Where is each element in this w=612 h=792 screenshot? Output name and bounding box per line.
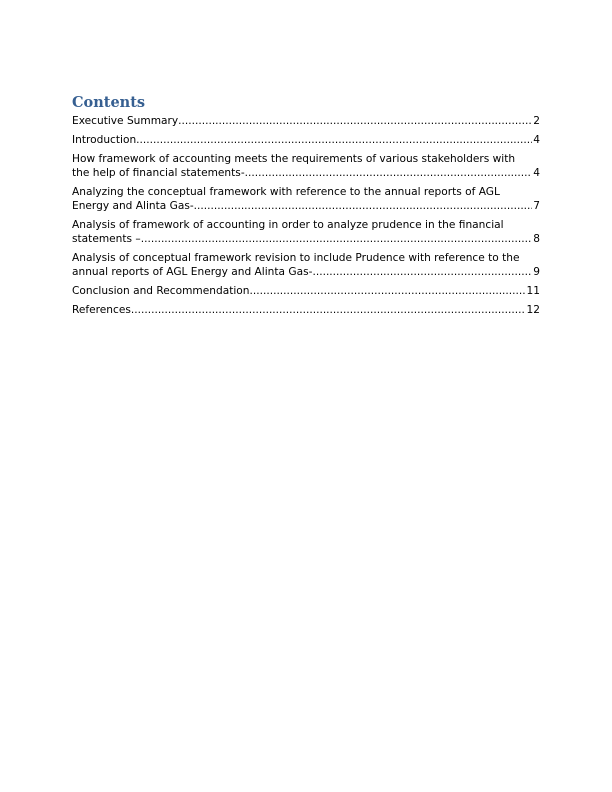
toc-entry-title: Conclusion and Recommendation [72,285,250,297]
toc-entry-line [72,232,540,246]
toc-entry[interactable] [72,133,540,147]
toc-entry-title: annual reports of AGL Energy and Alinta Gas- [72,266,313,278]
toc-entry-title: the help of financial statements- [72,167,245,179]
table-of-contents [72,114,540,317]
toc-entry[interactable] [72,114,540,128]
toc-page-number: 4 [533,167,540,179]
toc-entry-title: Energy and Alinta Gas- [72,200,194,212]
toc-entry-line [72,284,540,298]
toc-entry[interactable] [72,218,540,246]
dot-leader [245,166,533,180]
toc-entry-line [72,303,540,317]
toc-entry-line [72,265,540,279]
toc-entry-line [72,114,540,128]
toc-entry-title-line: How framework of accounting meets the requirements of various stakeholders with [72,153,516,165]
dot-leader [136,133,532,147]
toc-entry-title: References [72,304,131,316]
toc-entry-line [72,199,540,213]
toc-entry-title: Introduction [72,134,137,146]
toc-entry-line [72,166,540,180]
toc-entry-title-line: Analysis of framework of accounting in order to analyze prudence in the financial [72,219,504,231]
dot-leader [178,114,532,128]
document-page [72,94,540,322]
toc-page-number: 12 [526,304,540,316]
toc-entry-title-line: Analysis of conceptual framework revision to include Prudence with reference to the [72,252,520,264]
toc-heading: Contents [72,94,146,111]
toc-page-number: 4 [533,134,540,146]
dot-leader [250,284,526,298]
toc-entry-title: statements – [72,233,141,245]
dot-leader [131,303,526,317]
toc-entry-title: Executive Summary [72,115,179,127]
toc-entry[interactable] [72,152,540,180]
toc-page-number: 11 [526,285,540,297]
toc-entry[interactable] [72,251,540,279]
toc-page-number: 7 [533,200,540,212]
toc-entry-line [72,133,540,147]
dot-leader [141,232,533,246]
toc-page-number: 9 [533,266,540,278]
toc-page-number: 2 [533,115,540,127]
dot-leader [312,265,532,279]
toc-entry[interactable] [72,303,540,317]
dot-leader [194,199,533,213]
toc-entry[interactable] [72,284,540,298]
toc-entry-title-line: Analyzing the conceptual framework with reference to the annual reports of AGL [72,186,500,198]
toc-entry[interactable] [72,185,540,213]
toc-page-number: 8 [533,233,540,245]
